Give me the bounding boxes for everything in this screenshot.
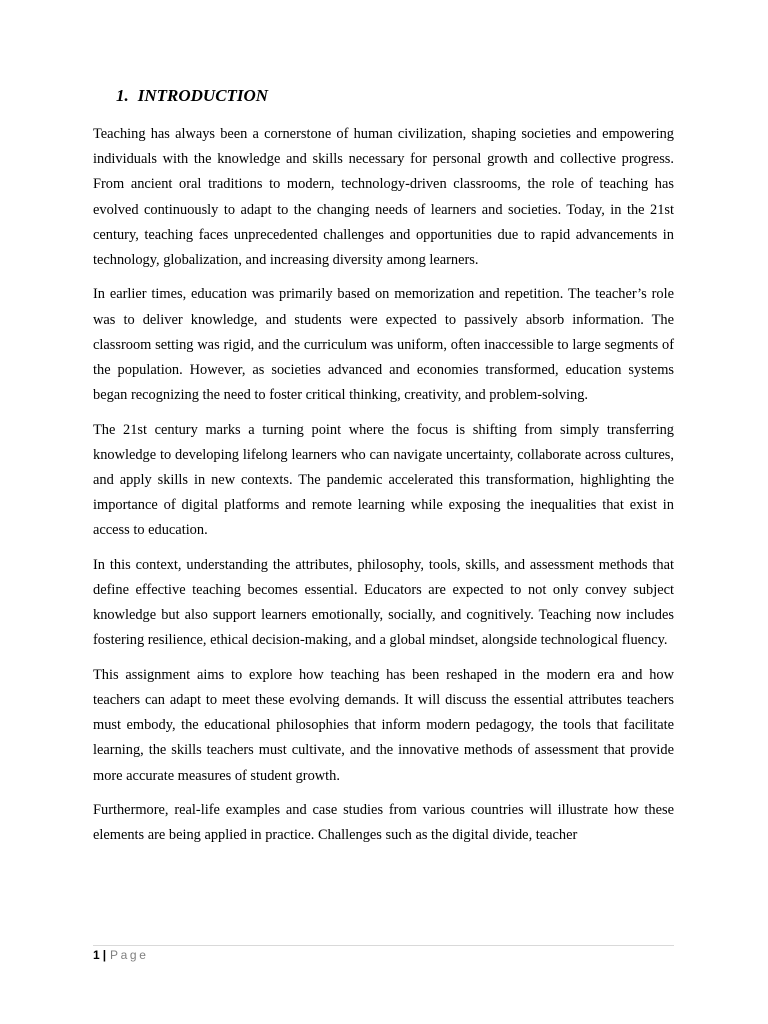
- footer-separator: |: [102, 948, 107, 962]
- section-number: 1.: [116, 86, 129, 105]
- body-text: [93, 122, 674, 858]
- footer-divider: [93, 945, 674, 946]
- section-heading: [116, 86, 268, 106]
- paragraph-2: In earlier times, education was primarily based on memorization and repetition. The teacher’s role was to deliver knowledge, and students were expected to passively absorb information. The classroom setting was rigid, and the curriculum was uniform, often inaccessible to large segments of the population. However, as societies advanced and economies transformed, education systems began recognizing the need to foster critical thinking, creativity, and problem-solving.: [93, 286, 674, 404]
- paragraph-3: The 21st century marks a turning point where the focus is shifting from simply transferring knowledge to developing lifelong learners who can navigate uncertainty, collaborate across cultures, and apply skills in new contexts. The pandemic accelerated this transformation, highlighting the importance of digital platforms and remote learning while exposing the inequalities that exist in access to education.: [93, 421, 674, 539]
- page-number: 1: [93, 948, 100, 962]
- page-footer: [93, 947, 148, 963]
- page-label: Page: [110, 948, 149, 962]
- paragraph-5: This assignment aims to explore how teaching has been reshaped in the modern era and how teachers can adapt to meet these evolving demands. It will discuss the essential attributes teachers must embody, the educational philosophies that inform modern pedagogy, the tools that facilitate learning, the skills teachers must cultivate, and the innovative methods of assessment that provide more accurate measures of student growth.: [93, 666, 674, 784]
- paragraph-6: Furthermore, real-life examples and case studies from various countries will illustrate how these elements are being applied in practice. Challenges such as the digital divide, teacher: [93, 802, 674, 844]
- paragraph-4: In this context, understanding the attributes, philosophy, tools, skills, and assessment methods that define effective teaching becomes essential. Educators are expected to not only convey subject knowledge but also support learners emotionally, socially, and cognitively. Teaching now includes fostering resilience, ethical decision-making, and a global mindset, alongside technological fluency.: [93, 556, 674, 649]
- paragraph-1: Teaching has always been a cornerstone of human civilization, shaping societies and empowering individuals with the knowledge and skills necessary for personal growth and collective progress. From ancient oral traditions to modern, technology-driven classrooms, the role of teaching has evolved continuously to adapt to the changing needs of learners and societies. Today, in the 21st century, teaching faces unprecedented challenges and opportunities due to rapid advancements in technology, globalization, and increasing diversity among learners.: [93, 126, 674, 269]
- section-title: INTRODUCTION: [137, 86, 269, 105]
